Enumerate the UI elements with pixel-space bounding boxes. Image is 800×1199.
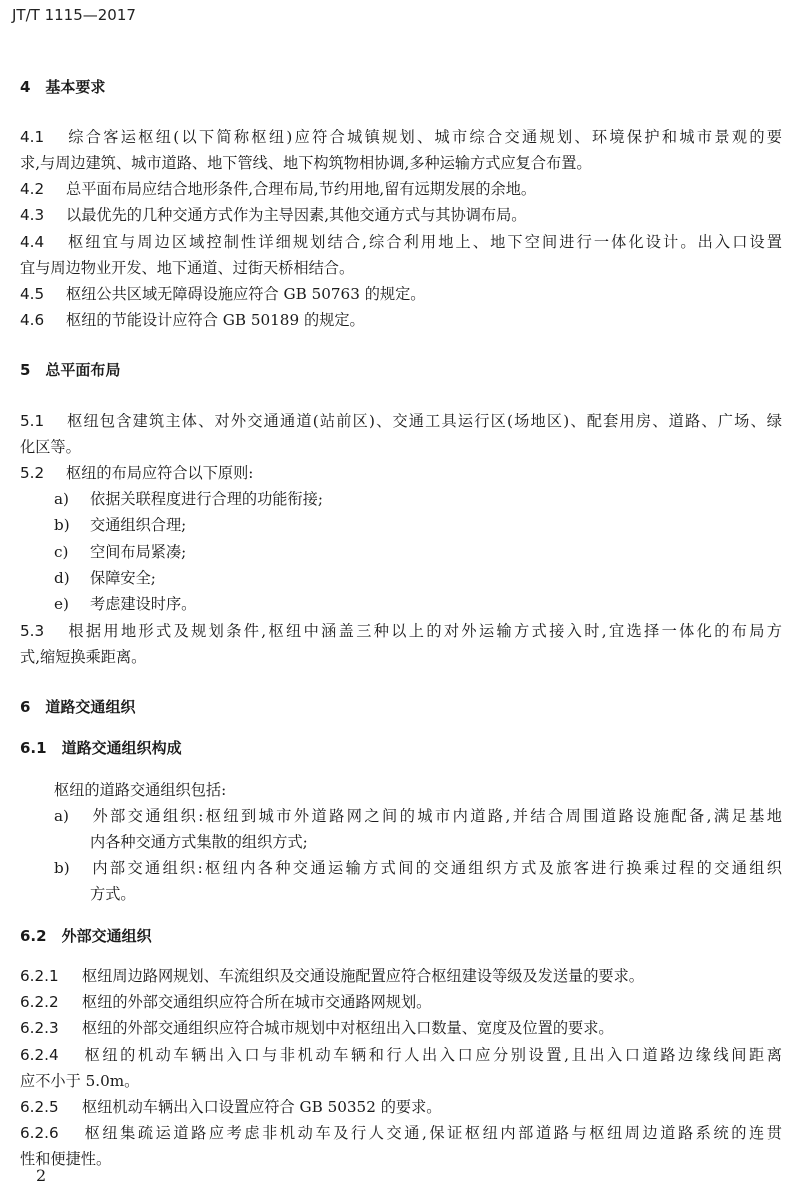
section-4-heading: 4 基本要求	[20, 78, 106, 96]
subsection-6-1-heading: 6.1 道路交通组织构成	[20, 739, 182, 757]
clause-4-6	[20, 310, 782, 330]
clause-4-4-line-2: 宜与周边物业开发、地下通道、过街天桥相结合。	[20, 259, 355, 277]
clause-text: 枢纽集疏运道路应考虑非机动车及行人交通,保证枢纽内部道路与枢纽周边道路系统的连贯	[82, 1124, 782, 1142]
list-label: b)	[54, 859, 70, 877]
clause-number: 6.2.5	[20, 1098, 59, 1116]
list-label: c)	[54, 543, 69, 561]
clause-text: 枢纽的节能设计应符合 GB 50189 的规定。	[66, 311, 365, 329]
clause-6-2-3	[20, 1018, 782, 1038]
clause-text: 综合客运枢纽(以下简称枢纽)应符合城镇规划、城市综合交通规划、环境保护和城市景观的要	[66, 128, 782, 146]
clause-number: 4.5	[20, 285, 45, 303]
list-item-c	[54, 542, 774, 562]
list-text: 外部交通组织:枢纽到城市外道路网之间的城市内道路,并结合周围道路设施配备,满足基地	[90, 807, 782, 825]
clause-text: 以最优先的几种交通方式作为主导因素,其他交通方式与其协调布局。	[66, 206, 527, 224]
section-6-heading: 6 道路交通组织	[20, 698, 136, 716]
clause-4-1-line-2: 求,与周边建筑、城市道路、地下管线、地下构筑物相协调,多种运输方式应复合布置。	[20, 154, 592, 172]
clause-text: 枢纽机动车辆出入口设置应符合 GB 50352 的要求。	[82, 1098, 442, 1116]
clause-text: 枢纽的机动车辆出入口与非机动车辆和行人出入口应分别设置,且出入口道路边缘线间距离	[82, 1046, 782, 1064]
clause-number: 5.1	[20, 412, 45, 430]
clause-4-3	[20, 205, 782, 225]
list-text: 空间布局紧凑;	[90, 543, 187, 561]
subsection-6-2-heading: 6.2 外部交通组织	[20, 927, 152, 945]
list-text: 依据关联程度进行合理的功能衔接;	[90, 490, 323, 508]
list-text: 内部交通组织:枢纽内各种交通运输方式间的交通组织方式及旅客进行换乘过程的交通组织	[90, 859, 782, 877]
clause-number: 6.2.1	[20, 967, 59, 985]
list-label: b)	[54, 516, 70, 534]
list-item-b	[54, 515, 774, 535]
clause-text: 总平面布局应结合地形条件,合理布局,节约用地,留有远期发展的余地。	[66, 180, 537, 198]
clause-5-3-line-1	[20, 621, 782, 641]
list-text: 交通组织合理;	[90, 516, 187, 534]
clause-5-3-line-2: 式,缩短换乘距离。	[20, 648, 147, 666]
list-item-b-line-1	[54, 858, 782, 878]
clause-number: 6.2.4	[20, 1046, 59, 1064]
clause-6-2-1	[20, 966, 782, 986]
clause-number: 5.2	[20, 464, 45, 482]
clause-number: 4.1	[20, 128, 45, 146]
clause-text: 枢纽的外部交通组织应符合所在城市交通路网规划。	[82, 993, 432, 1011]
clause-text: 根据用地形式及规划条件,枢纽中涵盖三种以上的对外运输方式接入时,宜选择一体化的布局方	[66, 622, 782, 640]
clause-number: 4.6	[20, 311, 45, 329]
list-item-a	[54, 489, 774, 509]
standard-code-header: JT/T 1115—2017	[12, 6, 136, 24]
page-number: 2	[36, 1166, 47, 1185]
list-text: 考虑建设时序。	[90, 595, 197, 613]
list-label: a)	[54, 807, 69, 825]
list-text: 保障安全;	[90, 569, 156, 587]
clause-number: 4.3	[20, 206, 45, 224]
clause-6-2-4-line-2: 应不小于 5.0m。	[20, 1072, 140, 1090]
list-item-d	[54, 568, 774, 588]
list-item-e	[54, 594, 774, 614]
clause-6-2-6-line-1	[20, 1123, 782, 1143]
clause-number: 5.3	[20, 622, 45, 640]
clause-text: 枢纽宜与周边区域控制性详细规划结合,综合利用地上、地下空间进行一体化设计。出入口设置	[66, 233, 782, 251]
clause-5-2	[20, 463, 782, 483]
clause-number: 6.2.3	[20, 1019, 59, 1037]
section-5-heading: 5 总平面布局	[20, 361, 121, 379]
clause-4-5	[20, 284, 782, 304]
clause-4-1-line-1	[20, 127, 782, 147]
clause-6-2-4-line-1	[20, 1045, 782, 1065]
list-item-a-line-1	[54, 806, 782, 826]
clause-text: 枢纽公共区域无障碍设施应符合 GB 50763 的规定。	[66, 285, 426, 303]
clause-4-2	[20, 179, 782, 199]
clause-text: 枢纽的外部交通组织应符合城市规划中对枢纽出入口数量、宽度及位置的要求。	[82, 1019, 614, 1037]
list-item-a-line-2: 内各种交通方式集散的组织方式;	[90, 833, 308, 851]
clause-text: 枢纽周边路网规划、车流组织及交通设施配置应符合枢纽建设等级及发送量的要求。	[82, 967, 644, 985]
list-label: d)	[54, 569, 70, 587]
clause-number: 6.2.2	[20, 993, 59, 1011]
clause-text: 枢纽包含建筑主体、对外交通通道(站前区)、交通工具运行区(场地区)、配套用房、道路、广场、绿	[66, 412, 782, 430]
clause-6-2-2	[20, 992, 782, 1012]
clause-4-4-line-1	[20, 232, 782, 252]
subsection-6-1-intro: 枢纽的道路交通组织包括:	[54, 781, 227, 799]
clause-6-2-5	[20, 1097, 782, 1117]
list-label: a)	[54, 490, 69, 508]
clause-6-2-6-line-2: 性和便捷性。	[20, 1150, 112, 1168]
clause-number: 6.2.6	[20, 1124, 59, 1142]
clause-5-1-line-2: 化区等。	[20, 438, 81, 456]
clause-text: 枢纽的布局应符合以下原则:	[66, 464, 254, 482]
clause-number: 4.4	[20, 233, 45, 251]
clause-number: 4.2	[20, 180, 45, 198]
list-item-b-line-2: 方式。	[90, 885, 136, 903]
list-label: e)	[54, 595, 69, 613]
clause-5-1-line-1	[20, 411, 782, 431]
